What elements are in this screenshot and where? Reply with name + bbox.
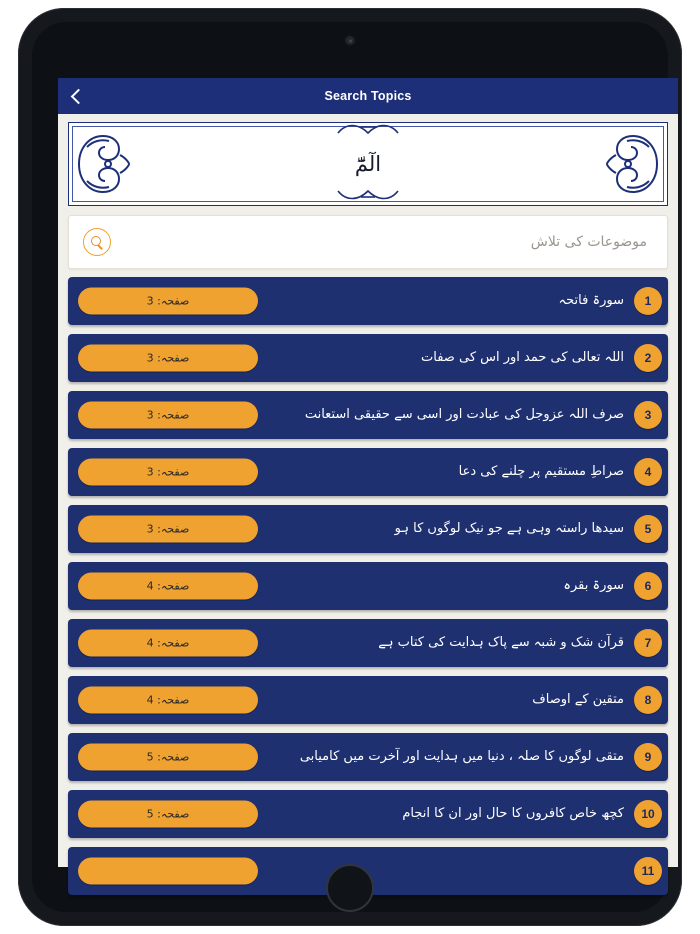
ornament-flourish-right-icon — [605, 125, 663, 203]
app-screen — [58, 78, 678, 878]
item-index-badge: 7 — [634, 629, 662, 657]
item-index-badge: 2 — [634, 344, 662, 372]
item-index-badge: 3 — [634, 401, 662, 429]
list-item[interactable] — [68, 562, 668, 610]
topic-title: اللہ تعالی کی حمد اور اس کی صفات — [421, 349, 624, 365]
search-bar[interactable] — [68, 215, 668, 269]
list-item[interactable] — [68, 277, 668, 325]
app-header-bar — [58, 78, 678, 114]
page-number-pill: صفحہ: 5 — [78, 801, 258, 828]
list-item[interactable] — [68, 334, 668, 382]
list-item[interactable] — [68, 733, 668, 781]
list-item[interactable] — [68, 448, 668, 496]
page-number-pill: صفحہ: 3 — [78, 516, 258, 543]
home-button[interactable] — [326, 864, 374, 912]
tablet-device-frame — [18, 8, 682, 926]
search-input[interactable] — [111, 234, 653, 250]
ornament-top-icon — [333, 122, 403, 140]
item-index-badge: 6 — [634, 572, 662, 600]
topic-title: صراطِ مستقیم پر چلنے کی دعا — [458, 463, 624, 479]
page-number-pill: صفحہ: 3 — [78, 459, 258, 486]
chevron-left-icon — [70, 88, 86, 104]
item-index-badge: 10 — [634, 800, 662, 828]
page-number-pill: صفحہ: 4 — [78, 630, 258, 657]
topic-title: متقی لوگوں کا صلہ ، دنیا میں ہدایت اور آخرت میں کامیابی — [299, 748, 624, 764]
ornament-flourish-left-icon — [73, 125, 131, 203]
back-button[interactable] — [58, 78, 98, 114]
camera-lens-dot — [349, 39, 352, 42]
item-index-badge: 11 — [634, 857, 662, 885]
page-title: Search Topics — [324, 89, 412, 103]
list-item[interactable] — [68, 391, 668, 439]
ornament-bottom-icon — [333, 188, 403, 206]
front-camera-icon — [346, 36, 355, 45]
topic-title: سورۃ بقرہ — [563, 577, 624, 593]
topic-title: صرف اللہ عزوجل کی عبادت اور اسی سے حقیقی استعانت — [304, 406, 624, 422]
page-number-pill: صفحہ: 3 — [78, 288, 258, 315]
page-number-pill: صفحہ: 4 — [78, 687, 258, 714]
item-index-badge: 9 — [634, 743, 662, 771]
page-number-pill: صفحہ: 4 — [78, 573, 258, 600]
item-index-badge: 5 — [634, 515, 662, 543]
topic-title: متقین کے اوصاف — [532, 691, 624, 707]
item-index-badge: 1 — [634, 287, 662, 315]
page-number-pill — [78, 858, 258, 885]
topics-list[interactable] — [58, 277, 678, 879]
basmala-text: الٓمّٓ — [354, 152, 382, 176]
list-item[interactable] — [68, 790, 668, 838]
page-number-pill: صفحہ: 3 — [78, 402, 258, 429]
topic-title: کچھ خاص کافروں کا حال اور ان کا انجام — [402, 805, 624, 821]
topic-title: سورۃ فاتحہ — [558, 292, 624, 308]
list-item[interactable] — [68, 619, 668, 667]
topic-title: قرآن شک و شبہ سے پاک ہدایت کی کتاب ہے — [378, 634, 624, 650]
basmala-ornament-card — [68, 122, 668, 206]
search-icon[interactable] — [83, 228, 111, 256]
list-item[interactable] — [68, 505, 668, 553]
list-item[interactable] — [68, 676, 668, 724]
page-number-pill: صفحہ: 3 — [78, 345, 258, 372]
page-number-pill: صفحہ: 5 — [78, 744, 258, 771]
item-index-badge: 8 — [634, 686, 662, 714]
search-glass-shape — [91, 236, 104, 249]
item-index-badge: 4 — [634, 458, 662, 486]
topic-title: سیدھا راستہ وہی ہے جو نیک لوگوں کا ہو — [394, 520, 624, 536]
